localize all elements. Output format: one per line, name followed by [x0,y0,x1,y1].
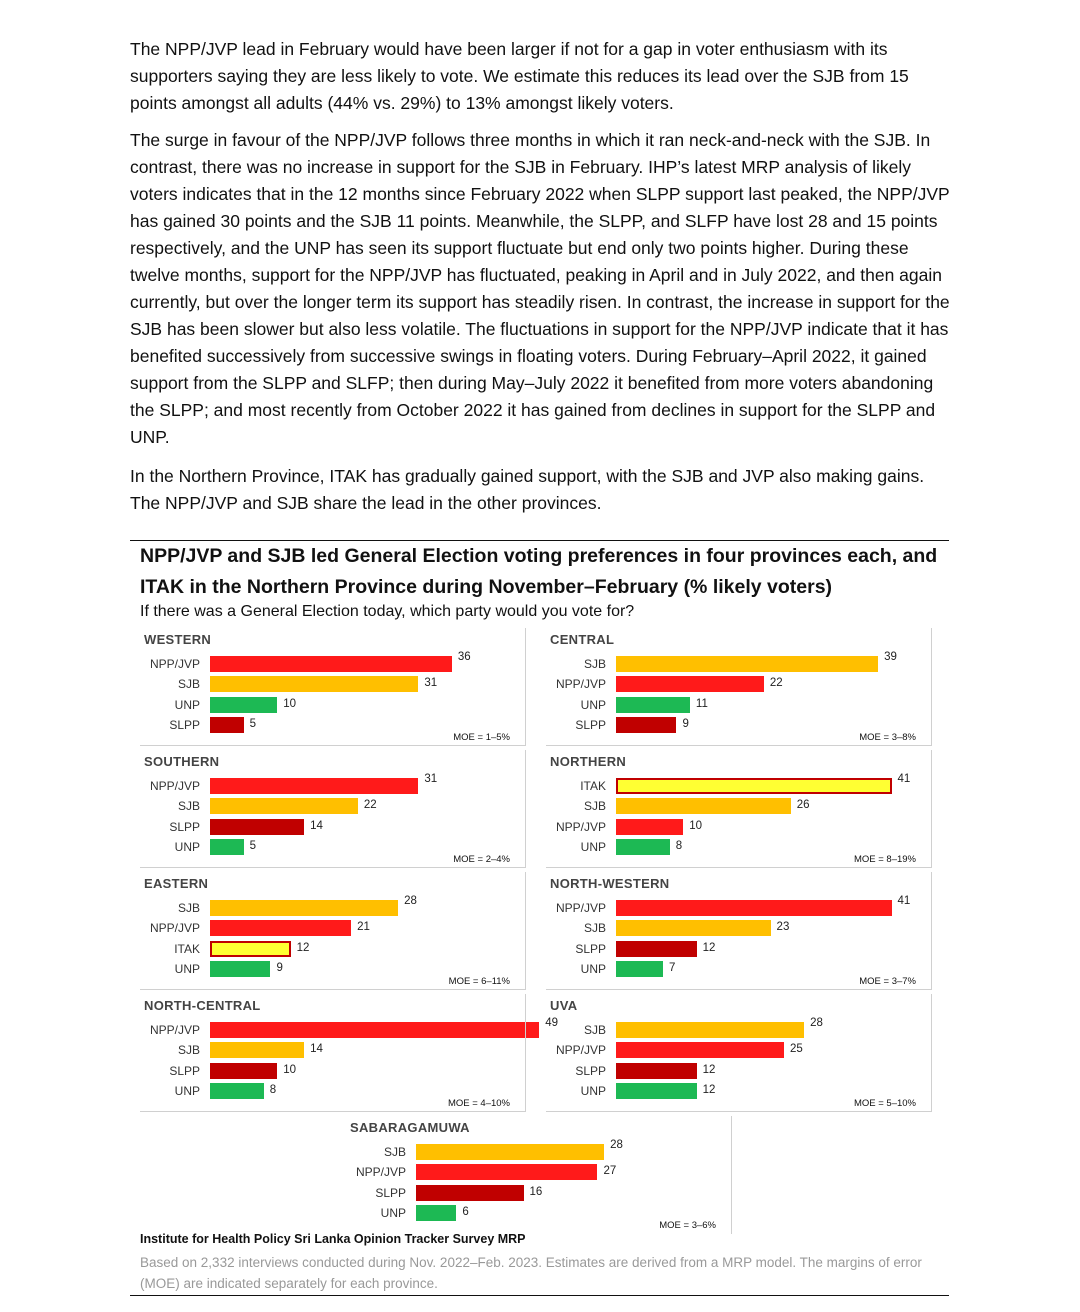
category-label: SLPP [169,1063,200,1078]
province-name: NORTH-CENTRAL [144,998,261,1013]
bar-unp [616,697,690,713]
category-label: SLPP [169,819,200,834]
value-label: 9 [682,718,689,731]
value-label: 28 [810,1017,823,1029]
panel-border-bottom [546,989,932,990]
bar-slpp [210,717,244,733]
value-label: 21 [357,921,370,934]
category-label: SLPP [575,941,606,956]
moe-label: MOE = 2–4% [453,854,510,865]
province-name: SABARAGAMUWA [350,1120,470,1135]
value-label: 36 [457,651,471,663]
category-label: SJB [583,657,606,671]
category-label: UNP [174,697,200,712]
bar-slpp [616,717,676,733]
bar-sjb [616,1022,804,1038]
category-label: SJB [177,799,200,814]
value-label: 10 [283,1063,296,1076]
panel-sabaragamuwa [346,1116,732,1234]
bar-slpp [416,1185,524,1201]
category-label: SJB [177,677,200,692]
bar-slpp [616,941,697,957]
category-label: SLPP [375,1185,406,1200]
category-label: NPP/JVP [355,1165,406,1180]
bar-unp [616,1083,697,1099]
category-label: UNP [580,962,606,977]
value-label: 7 [669,962,676,975]
value-label: 10 [283,697,296,710]
bar-unp [210,1083,264,1099]
panel-border-bottom [140,989,526,990]
chart-note: Based on 2,332 interviews conducted during Nov. 2022–Feb. 2023. Estimates are derived from a MRP model. The margins of error (MOE) are indicated separately for each province. [140,1255,922,1291]
bar-npp-jvp [616,900,892,916]
value-label: 8 [269,1084,277,1097]
bar-npp-jvp [416,1164,597,1180]
value-label: 16 [529,1185,543,1198]
category-label: SJB [383,1145,406,1159]
value-label: 22 [769,677,783,690]
bar-npp-jvp [210,778,418,794]
panel-north-central [140,994,559,1112]
panel-border-right [525,872,526,990]
body-paragraph-2: The surge in favour of the NPP/JVP follows three months in which it ran neck-and-neck with the SJB. In contrast, there was no increase in support for the SJB in February. IHP’s latest MRP analysis of likely voters indicates that in the 12 months since February 2022 when SLPP support last peaked, the NPP/JVP has gained 30 points and the SJB 11 points. Meanwhile, the SLPP, and SLFP have lost 28 and 15 points respectively, and the UNP has seen its support fluctuate but end only two points higher. During these twelve months, support for the NPP/JVP has fluctuated, peaking in April and in July 2022, and then again currently, but over the longer term its support has steadily risen. In contrast, the increase in support for the SJB has been slower but also less volatile. The fluctuations in support for the NPP/JVP indicate that it has benefited successively from successive swings in floating voters. During February–April 2022, it gained support from the SLPP and SLFP; then during May–July 2022 it benefited from more voters abandoning the SLPP; and most recently from October 2022 it has gained from declines in support for the SLPP and UNP. [130,130,950,447]
bar-sjb [210,1042,304,1058]
category-label: UNP [380,1206,406,1221]
bar-unp [210,839,244,855]
category-label: NPP/JVP [149,779,200,793]
panel-border-bottom [546,745,932,746]
panel-border-right [525,750,526,868]
value-label: 8 [675,840,683,853]
province-name: EASTERN [144,876,209,891]
panel-border-bottom [140,1111,526,1112]
province-name: NORTHERN [550,754,627,769]
panel-central [546,628,932,746]
panel-border-bottom [140,867,526,868]
bar-npp-jvp [210,656,452,672]
moe-label: MOE = 6–11% [448,976,510,987]
value-label: 5 [249,840,256,853]
category-label: NPP/JVP [555,819,606,834]
value-label: 39 [884,651,897,663]
value-label: 28 [404,895,417,907]
bar-slpp [210,1063,277,1079]
value-label: 12 [702,1063,716,1076]
value-label: 12 [702,1084,716,1097]
value-label: 10 [689,819,702,832]
moe-label: MOE = 4–10% [447,1098,510,1109]
bar-sjb [616,798,791,814]
moe-label: MOE = 3–7% [859,976,916,987]
category-label: ITAK [174,941,200,956]
bar-sjb [616,920,771,936]
value-label: 41 [897,773,911,785]
panel-border-right [931,872,932,990]
body-paragraph-1: The NPP/JVP lead in February would have been larger if not for a gap in voter enthusiasm with its supporters saying they are less likely to vote. We estimate this reduces its lead over the SJB from 15 points amongst all adults (44% vs. 29%) to 13% amongst likely voters. [130,39,909,113]
value-label: 9 [276,962,283,975]
category-label: SJB [583,921,606,936]
category-label: SLPP [575,1063,606,1078]
category-label: SJB [177,901,200,915]
chart-title: NPP/JVP and SJB led General Election voting preferences in four provinces each, and ITAK in the Northern Province during November–February (% likely voters) [140,545,938,598]
chart-bottom-rule [130,1295,949,1296]
bar-npp-jvp [210,920,351,936]
bar-sjb [616,656,878,672]
bar-unp [210,697,277,713]
category-label: UNP [580,1084,606,1099]
category-label: NPP/JVP [555,901,606,915]
panel-border-bottom [140,745,526,746]
province-name: NORTH-WESTERN [550,876,670,891]
panel-north-western [546,872,932,990]
bar-npp-jvp [616,819,683,835]
category-label: ITAK [580,779,606,793]
category-label: UNP [174,840,200,855]
bar-npp-jvp [616,1042,784,1058]
category-label: UNP [174,962,200,977]
value-label: 6 [462,1206,469,1219]
panel-southern [140,750,526,868]
category-label: NPP/JVP [149,921,200,936]
panel-uva [546,994,932,1112]
value-label: 26 [796,799,810,812]
value-label: 11 [695,697,708,710]
bar-sjb [210,798,358,814]
category-label: UNP [174,1084,200,1099]
panel-northern [546,750,932,868]
moe-label: MOE = 3–8% [859,732,916,743]
category-label: NPP/JVP [555,677,606,692]
bar-unp [616,961,663,977]
bar-itak [210,941,291,957]
panel-border-right [931,750,932,868]
province-name: WESTERN [144,632,212,647]
value-label: 5 [249,718,256,731]
value-label: 12 [296,941,310,954]
bar-unp [416,1205,456,1221]
panel-border-right [931,994,932,1112]
province-name: SOUTHERN [144,754,220,769]
moe-label: MOE = 1–5% [453,732,510,743]
category-label: SJB [583,1023,606,1037]
value-label: 27 [603,1165,617,1178]
category-label: UNP [580,840,606,855]
panel-western [140,628,526,746]
bar-itak [616,778,892,794]
category-label: NPP/JVP [555,1043,606,1058]
province-name: CENTRAL [550,632,615,647]
moe-label: MOE = 3–6% [659,1220,716,1231]
value-label: 28 [610,1139,623,1151]
bar-slpp [210,819,304,835]
chart-source: Institute for Health Policy Sri Lanka Opinion Tracker Survey MRP [140,1232,526,1246]
bar-slpp [616,1063,697,1079]
category-label: SLPP [575,718,606,733]
panel-border-right [525,628,526,746]
moe-label: MOE = 8–19% [853,854,916,865]
moe-label: MOE = 5–10% [853,1098,916,1109]
value-label: 41 [897,895,911,907]
bar-npp-jvp [616,676,764,692]
category-label: NPP/JVP [149,657,200,671]
bar-unp [210,961,270,977]
value-label: 31 [424,773,438,785]
bar-unp [616,839,670,855]
value-label: 12 [702,941,716,954]
value-label: 14 [310,1043,323,1056]
category-label: SLPP [169,718,200,733]
panel-eastern [140,872,526,990]
province-name: UVA [550,998,578,1013]
panel-border-bottom [546,867,932,868]
bar-npp-jvp [210,1022,539,1038]
bar-sjb [210,676,418,692]
value-label: 49 [545,1017,559,1029]
bar-sjb [416,1144,604,1160]
value-label: 14 [310,819,323,832]
value-label: 22 [363,799,377,812]
category-label: UNP [580,697,606,712]
category-label: SJB [583,799,606,814]
body-paragraph-3: In the Northern Province, ITAK has gradually gained support, with the SJB and JVP also making gains. The NPP/JVP and SJB share the lead in the other provinces. [130,466,925,513]
value-label: 31 [424,677,438,690]
panel-border-right [525,994,526,1112]
bar-sjb [210,900,398,916]
category-label: SJB [177,1043,200,1058]
category-label: NPP/JVP [149,1023,200,1037]
value-label: 23 [776,921,790,934]
chart-subtitle: If there was a General Election today, which party would you vote for? [140,603,635,620]
panel-border-right [931,628,932,746]
value-label: 25 [790,1043,803,1056]
panel-border-bottom [546,1111,932,1112]
panel-border-right [731,1116,732,1234]
